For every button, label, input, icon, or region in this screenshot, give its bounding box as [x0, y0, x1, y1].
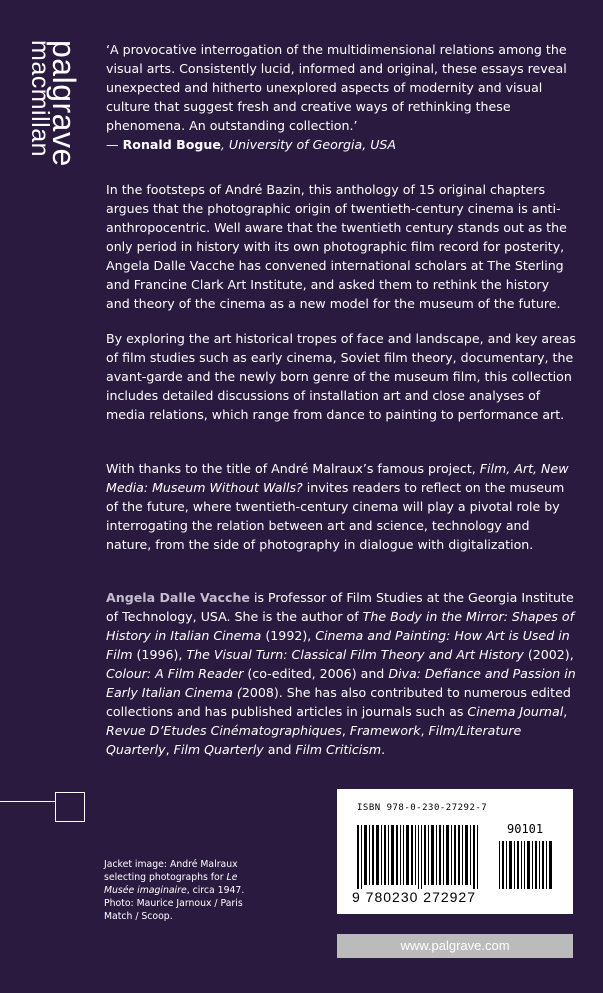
bio-book-title: Cinema and Painting: How Art is Used in Film [106, 628, 570, 662]
description-paragraph-1 [106, 180, 576, 313]
decorative-rule [0, 801, 55, 802]
bio-text: (2002), [523, 647, 574, 662]
review-quote [106, 40, 576, 154]
review-attribution [106, 135, 576, 154]
book-title: Film, Art, New Media: Museum Without Walls? [106, 461, 569, 495]
reviewer-name: Ronald Bogue [122, 137, 221, 152]
author-name: Angela Dalle Vacche [106, 590, 250, 605]
description-text-2: By exploring the art historical tropes of face and landscape, and key areas of film studies such as early cinema, Soviet film theory, documentary, the avant-garde and the newly born genre of the museum film, this collection includes detailed discussions of installation art and close analyses of media relations, which range from dance to painting to performance art. [106, 331, 576, 422]
bio-separator: , [341, 723, 350, 738]
description-text-3 [106, 459, 576, 554]
bio-separator: , [563, 704, 568, 719]
description-paragraph-2 [106, 329, 576, 424]
credit-text-a: Jacket image: André Malraux selecting photographs for [104, 859, 238, 883]
jacket-image-credit [104, 858, 264, 923]
journal-title: Film Criticism [295, 742, 382, 757]
credit-title: Le Musée imaginaire [104, 872, 238, 896]
author-bio-text [106, 588, 576, 759]
reviewer-affiliation: , University of Georgia, USA [220, 137, 397, 152]
price-code: 90101 [507, 822, 544, 836]
journal-title: Framework [349, 723, 421, 738]
bio-text: is Professor of Film Studies at the Georgia Institute of Technology, USA. She is the author of [106, 590, 574, 624]
publisher-url[interactable]: www.palgrave.com [337, 934, 573, 958]
bio-text: (1996), [132, 647, 187, 662]
journal-title: Film/Literature Quarterly [106, 723, 522, 757]
bio-text: 2008). She has also contributed to numerous edited collections and has published articles in journals such as [106, 685, 571, 719]
journal-title: Film Quarterly [173, 742, 264, 757]
bio-book-title: The Body in the Mirror: Shapes of History in Italian Cinema [106, 609, 575, 643]
barcode-digits: 9 780230 272927 [352, 889, 476, 905]
description-paragraph-3 [106, 459, 576, 554]
review-quote-text: ‘A provocative interrogation of the multidimensional relations among the visual arts. Consistently lucid, informed and original, these essays reveal unexpected and hitherto unexplored aspects of modernity and visual culture that suggest fresh and creative ways of rethinking these phenomena. An outstanding collection.’ [106, 42, 567, 133]
bio-book-title: Colour: A Film Reader [106, 666, 244, 681]
logo-line-macmillan: macmillan [26, 40, 54, 158]
publisher-logo [22, 40, 82, 200]
credit-text-b: , circa 1947. Photo: Maurice Jarnoux / Paris Match / Scoop. [104, 885, 245, 922]
decorative-square [55, 792, 85, 822]
bio-separator: , [420, 723, 429, 738]
description-text-1: In the footsteps of André Bazin, this anthology of 15 original chapters argues that the photographic origin of twentieth-century cinema is anti-anthropocentric. Well aware that the twentieth century stands out as the only period in history with its own photographic film record for posterity, Angela Dalle Vacche has convened international scholars at The Sterling and Francine Clark Art Institute, and asked them to rethink the history and theory of the cinema as a new model for the museum of the future. [106, 182, 567, 311]
author-bio [106, 588, 576, 759]
attribution-dash: — [106, 137, 123, 152]
review-blurb [106, 40, 576, 154]
isbn-number: ISBN 978-0-230-27292-7 [357, 803, 488, 813]
bio-text: (1992), [261, 628, 316, 643]
p3-text-b: invites readers to reflect on the museum of the future, where twentieth-century cinema will play a pivotal role by interrogating the relation between art and science, technology and nature, from the side of photography in dialogue with digitalization. [106, 480, 565, 552]
journal-title: Cinema Journal [467, 704, 564, 719]
bio-book-title: Diva: Defiance and Passion in Early Italian Cinema ( [106, 666, 576, 700]
isbn-barcode [337, 789, 573, 914]
bio-end: . [381, 742, 386, 757]
p3-text-a: With thanks to the title of André Malraux’s famous project, [106, 461, 480, 476]
bio-separator: and [263, 742, 296, 757]
bio-text: (co-edited, 2006) and [243, 666, 389, 681]
bio-book-title: The Visual Turn: Classical Film Theory and Art History [186, 647, 524, 662]
bio-separator: , [165, 742, 174, 757]
journal-title: Revue D’Etudes Cinématographiques [106, 723, 342, 738]
logo-line-palgrave: palgrave [46, 40, 82, 167]
